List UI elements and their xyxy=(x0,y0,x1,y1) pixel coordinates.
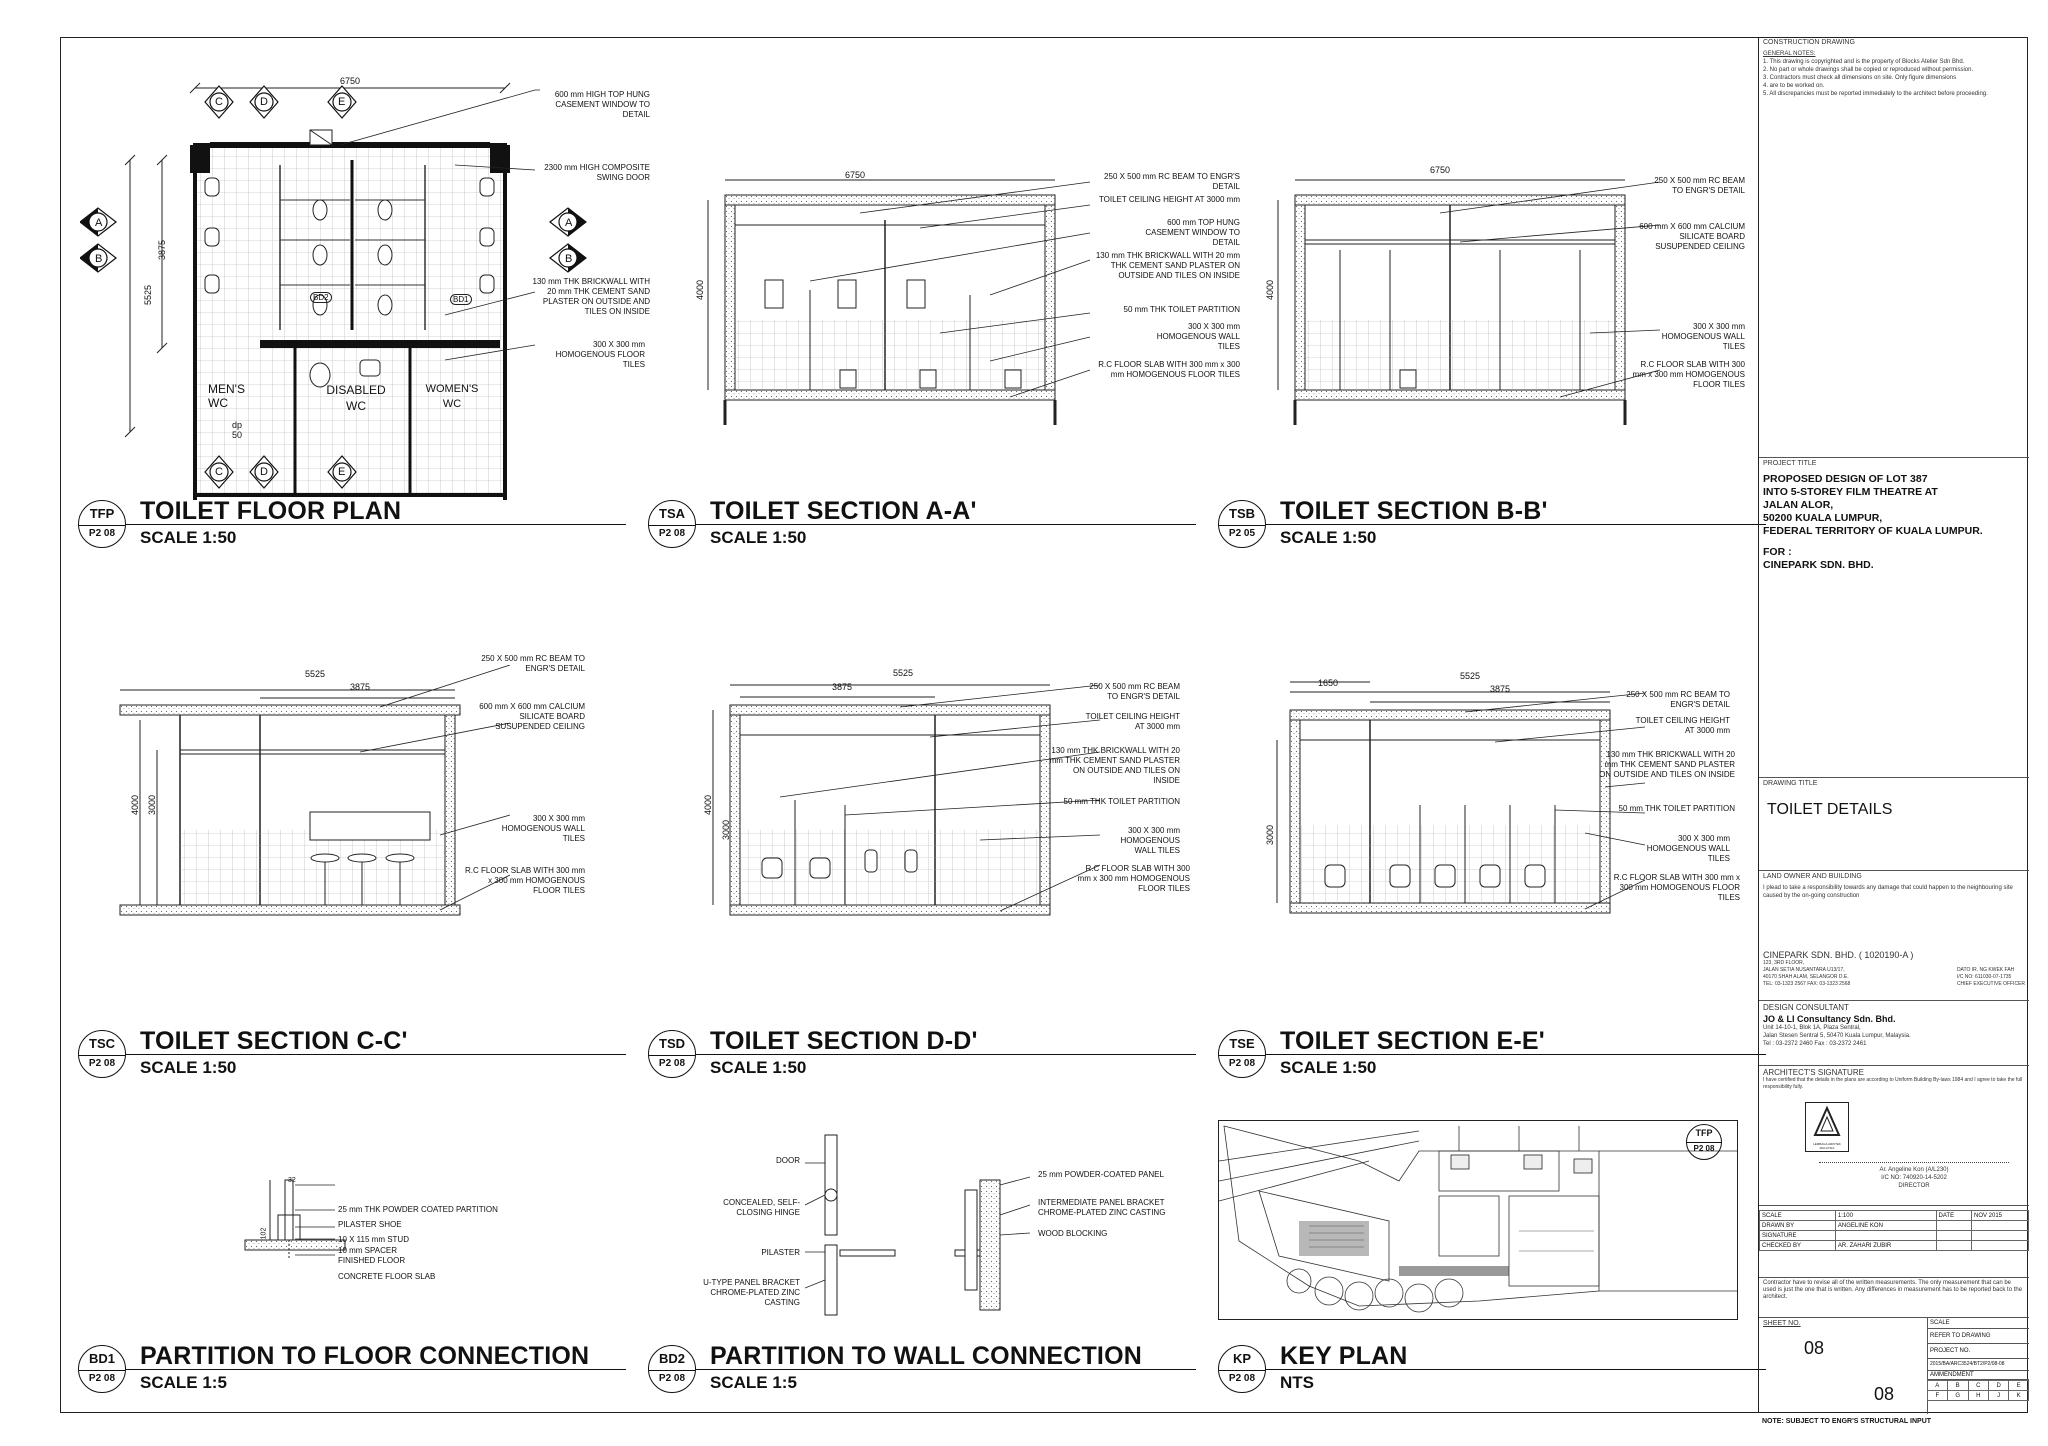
architect-line-1: Ar. Angeline Kon (A/L230) xyxy=(1879,1167,1949,1173)
section-c-height-1: 4000 xyxy=(130,794,141,816)
section-mark-b-right: B xyxy=(565,253,573,265)
view-scale-tfp: SCALE 1:50 xyxy=(140,528,237,547)
view-bubble-bd2 xyxy=(648,1345,696,1393)
consultant-addr-1: Unit 14-10-1, Blok 1A, Plaza Sentral, xyxy=(1763,1025,1861,1031)
view-code: TSE xyxy=(1229,1036,1255,1051)
view-ref: P2 08 xyxy=(1228,1058,1256,1069)
key-plan-ref-bubble xyxy=(1686,1124,1722,1160)
view-scale-tse: SCALE 1:50 xyxy=(1280,1058,1377,1077)
bd1-callout-1: 25 mm THK POWDER COATED PARTITION xyxy=(338,1205,498,1214)
contractor-note: Contractor have to revise all of the written measurements. The only measurement that can be used is just the one that is written. Any differences in measurement has to be reported back to the architect. xyxy=(1763,1280,2023,1300)
section-a-callout-3: 600 mm TOP HUNG CASEMENT WINDOW TO DETAIL xyxy=(1145,218,1240,247)
amendment-cell: D xyxy=(1989,1381,2009,1391)
section-c-callout-1: 250 X 500 mm RC BEAM TO ENGR'S DETAIL xyxy=(481,654,585,673)
view-bubble-tsd xyxy=(648,1030,696,1078)
section-c-height-2: 3000 xyxy=(147,794,158,816)
info-row xyxy=(1760,1241,2029,1251)
sheet-no-2: 08 xyxy=(1874,1384,1895,1404)
section-mark-e-bottom: E xyxy=(338,466,346,478)
view-code: TSA xyxy=(659,506,685,521)
note-1: 1. This drawing is copyrighted and is the property of Blocks Atelier Sdn Bhd. xyxy=(1763,59,1965,65)
view-scale-kp: NTS xyxy=(1280,1373,1314,1392)
section-mark-d-top: D xyxy=(260,96,268,108)
section-a-callout-2: TOILET CEILING HEIGHT AT 3000 mm xyxy=(1098,195,1240,204)
amendment-cell: C xyxy=(1968,1381,1988,1391)
amendment-cell: H xyxy=(1968,1391,1988,1401)
key-plan-drawing xyxy=(1219,1121,1738,1320)
owner-name: CINEPARK SDN. BHD. ( 1020190-A ) xyxy=(1763,950,1914,960)
section-mark-a-right: A xyxy=(565,217,573,229)
section-d-callout-3: 130 mm THK BRICKWALL WITH 20 mm THK CEMENT SAND PLASTER ON OUTSIDE AND TILES ON INSIDE xyxy=(1049,746,1180,785)
architect-seal-text: LEMBAGA ARKITEK MALAYSIA xyxy=(1813,1142,1841,1150)
view-title-tsc: TOILET SECTION C-C' xyxy=(140,1027,408,1055)
view-scale-tsc: SCALE 1:50 xyxy=(140,1058,237,1077)
section-d-callout-1: 250 X 500 mm RC BEAM TO ENGR'S DETAIL xyxy=(1089,682,1180,701)
view-code: BD2 xyxy=(658,1351,685,1366)
land-owner-text: I plead to take a responsibility towards any damage that could happen to the neighbouring site caused by the on-going construction xyxy=(1763,885,2013,899)
section-d-callout-2: TOILET CEILING HEIGHT AT 3000 mm xyxy=(1085,712,1180,731)
section-d-dim-2: 3875 xyxy=(832,682,853,692)
section-mark-a-left: A xyxy=(95,217,103,229)
view-code: TSB xyxy=(1229,506,1255,521)
for-label: FOR : xyxy=(1763,546,1792,558)
info-cell: ANGELINE KON xyxy=(1835,1221,1936,1231)
view-ref: P2 08 xyxy=(1228,1373,1256,1384)
section-c-callout-4: R.C FLOOR SLAB WITH 300 mm x 300 mm HOMOGENOUS FLOOR TILES xyxy=(464,866,585,895)
info-cell xyxy=(1835,1231,1936,1241)
section-b-height: 4000 xyxy=(1265,279,1276,301)
view-title-underline xyxy=(126,524,626,525)
key-plan-ref-sheet: P2 08 xyxy=(1693,1144,1715,1153)
view-ref: P2 08 xyxy=(88,1058,116,1069)
bd1-dim-1: 32 xyxy=(288,1177,296,1184)
section-mark-d-bottom: D xyxy=(260,466,268,478)
dim-top: 6750 xyxy=(340,76,361,86)
consultant-name: JO & LI Consultancy Sdn. Bhd. xyxy=(1763,1014,1896,1024)
section-a-callout-6: 300 X 300 mm HOMOGENOUS WALL TILES xyxy=(1156,322,1240,351)
amendment-cell: F xyxy=(1928,1391,1948,1401)
dim-left-1: 5525 xyxy=(143,284,154,306)
section-c-drawing xyxy=(100,665,520,935)
note-5: 5. All discrepancies must be reported immediately to the architect before proceeding. xyxy=(1763,91,1988,97)
section-e-dim-1: 5525 xyxy=(1460,671,1481,681)
section-a-dim: 6750 xyxy=(845,170,866,180)
architect-label: ARCHITECT'S SIGNATURE xyxy=(1763,1068,1864,1077)
bd2-left-2: CONCEALED, SELF-CLOSING HINGE xyxy=(723,1198,800,1217)
view-title-tfp: TOILET FLOOR PLAN xyxy=(140,497,402,525)
drawing-title: TOILET DETAILS xyxy=(1767,801,1893,818)
section-mark-e-top: E xyxy=(338,96,346,108)
section-c-dim-1: 5525 xyxy=(305,669,326,679)
section-c-callout-3: 300 X 300 mm HOMOGENOUS WALL TILES xyxy=(501,814,585,843)
view-title-underline xyxy=(1266,1369,1766,1370)
view-title-bd1: PARTITION TO FLOOR CONNECTION xyxy=(140,1342,590,1370)
info-cell: NOV 2015 xyxy=(1971,1211,2028,1221)
owner-right-1: DATO IR. NG KWEK FAH xyxy=(1956,967,2015,973)
section-e-callout-2: TOILET CEILING HEIGHT AT 3000 mm xyxy=(1635,716,1730,735)
section-mark-b-left: B xyxy=(95,253,103,265)
view-scale-tsd: SCALE 1:50 xyxy=(710,1058,807,1077)
callout-window: 600 mm HIGH TOP HUNG CASEMENT WINDOW TO DETAIL xyxy=(554,90,650,119)
view-scale-bd1: SCALE 1:5 xyxy=(140,1373,227,1392)
section-b-dim: 6750 xyxy=(1430,165,1451,175)
info-cell xyxy=(1936,1241,1971,1251)
amendment-grid xyxy=(1927,1380,2029,1401)
amendment-cell: B xyxy=(1947,1381,1968,1391)
info-cell xyxy=(1936,1231,1971,1241)
room-mens: MEN'S WC xyxy=(208,382,245,410)
amendment-row xyxy=(1928,1381,2029,1391)
info-cell: SIGNATURE xyxy=(1760,1231,1836,1241)
view-title-tsa: TOILET SECTION A-A' xyxy=(710,497,977,525)
info-cell: DATE xyxy=(1936,1211,1971,1221)
view-ref: P2 08 xyxy=(88,1373,116,1384)
view-bubble-tsc xyxy=(78,1030,126,1078)
bd1-callout-2: PILASTER SHOE xyxy=(338,1220,402,1229)
section-d-dim-1: 5525 xyxy=(893,668,914,678)
note-2: 2. No part or whole drawings shall be copied or reproduced without permission. xyxy=(1763,67,1974,73)
section-a-drawing xyxy=(690,165,1110,435)
owner-addr-2: JALAN SETIA NUSANTARA U13/17, xyxy=(1763,967,1845,973)
bd1-callout-3: 10 X 115 mm STUD xyxy=(338,1235,409,1244)
view-title-underline xyxy=(126,1369,626,1370)
view-ref: P2 08 xyxy=(88,528,116,539)
section-b-drawing xyxy=(1260,165,1680,435)
key-plan-box xyxy=(1218,1120,1738,1320)
view-bubble-tse xyxy=(1218,1030,1266,1078)
view-title-underline xyxy=(696,524,1196,525)
info-cell xyxy=(1971,1221,2028,1231)
project-line-3: JALAN ALOR, xyxy=(1763,499,1834,511)
section-b-callout-1: 250 X 500 mm RC BEAM TO ENGR'S DETAIL xyxy=(1654,176,1745,195)
info-cell xyxy=(1971,1231,2028,1241)
view-code: KP xyxy=(1232,1351,1252,1366)
section-e-dim-2: 1650 xyxy=(1318,678,1339,688)
amendment-cell: A xyxy=(1928,1381,1948,1391)
view-code: TFP xyxy=(89,506,115,521)
drawing-title-label: DRAWING TITLE xyxy=(1763,780,1818,787)
info-cell: CHECKED BY xyxy=(1760,1241,1836,1251)
owner-right-3: CHIEF EXECUTIVE OFFICER xyxy=(1956,981,2025,987)
bd2-left-4: U-TYPE PANEL BRACKET CHROME-PLATED ZINC CASTING xyxy=(703,1278,800,1307)
bd1-callout-5: CONCRETE FLOOR SLAB xyxy=(338,1272,436,1281)
section-c-callout-2: 600 mm X 600 mm CALCIUM SILICATE BOARD SUSUPENDED CEILING xyxy=(479,702,585,731)
section-e-callout-3: 130 mm THK BRICKWALL WITH 20 mm THK CEMENT SAND PLASTER ON OUTSIDE AND TILES ON INSIDE xyxy=(1599,750,1735,779)
view-code: BD1 xyxy=(88,1351,115,1366)
view-title-tse: TOILET SECTION E-E' xyxy=(1280,1027,1545,1055)
project-title-label: PROJECT TITLE xyxy=(1763,460,1817,467)
view-ref: P2 05 xyxy=(1228,528,1256,539)
section-c-dim-2: 3875 xyxy=(350,682,371,692)
section-b-callout-4: R.C FLOOR SLAB WITH 300 mm x 300 mm HOMOGENOUS FLOOR TILES xyxy=(1632,360,1745,389)
land-owner-label: LAND OWNER AND BUILDING xyxy=(1763,873,1862,880)
amendment-cell: E xyxy=(2009,1381,2029,1391)
bd2-right-1: 25 mm POWDER-COATED PANEL xyxy=(1038,1170,1164,1179)
view-bubble-bd1 xyxy=(78,1345,126,1393)
section-a-callout-5: 50 mm THK TOILET PARTITION xyxy=(1123,305,1240,314)
view-scale-bd2: SCALE 1:5 xyxy=(710,1373,797,1392)
section-e-callout-4: 50 mm THK TOILET PARTITION xyxy=(1618,804,1735,813)
info-row xyxy=(1760,1221,2029,1231)
info-row xyxy=(1760,1231,2029,1241)
tag-bd1: BD1 xyxy=(450,294,472,305)
view-ref: P2 08 xyxy=(658,1058,686,1069)
view-ref: P2 08 xyxy=(658,528,686,539)
section-d-callout-5: 300 X 300 mm HOMOGENOUS WALL TILES xyxy=(1120,826,1180,855)
architect-line-3: DIRECTOR xyxy=(1898,1183,1930,1189)
tag-dp50: dp 50 xyxy=(232,420,243,440)
section-e-dim-3: 3875 xyxy=(1490,684,1511,694)
section-d-height-1: 4000 xyxy=(703,794,714,816)
view-title-kp: KEY PLAN xyxy=(1280,1342,1408,1370)
room-disabled: DISABLED WC xyxy=(326,383,386,413)
owner-addr-3: 40170 SHAH ALAM, SELANGOR D.E. xyxy=(1763,974,1849,980)
amendment-row xyxy=(1928,1391,2029,1401)
tag-bd2: BD2 xyxy=(310,292,332,303)
section-d-callout-4: 50 mm THK TOILET PARTITION xyxy=(1063,797,1180,806)
view-title-bd2: PARTITION TO WALL CONNECTION xyxy=(710,1342,1142,1370)
consultant-label: DESIGN CONSULTANT xyxy=(1763,1003,1849,1012)
room-womens: WOMEN'S WC xyxy=(425,383,479,410)
section-a-callout-7: R.C FLOOR SLAB WITH 300 mm x 300 mm HOMOGENOUS FLOOR TILES xyxy=(1098,360,1240,379)
client-name: CINEPARK SDN. BHD. xyxy=(1763,559,1874,571)
amendment-label: AMMENDMENT xyxy=(1927,1371,2029,1380)
info-row xyxy=(1760,1211,2029,1221)
section-mark-c-top: C xyxy=(215,96,223,108)
view-title-underline xyxy=(1266,1054,1766,1055)
section-e-callout-5: 300 X 300 mm HOMOGENOUS WALL TILES xyxy=(1646,834,1730,863)
construction-label: CONSTRUCTION DRAWING xyxy=(1763,39,1855,46)
project-line-1: PROPOSED DESIGN OF LOT 387 xyxy=(1763,473,1928,485)
section-mark-c-bottom: C xyxy=(215,466,223,478)
bd2-left-1: DOOR xyxy=(776,1156,800,1165)
notes-heading: GENERAL NOTES: xyxy=(1763,51,1816,57)
bd2-right-2: INTERMEDIATE PANEL BRACKET CHROME-PLATED ZINC CASTING xyxy=(1038,1198,1166,1217)
view-ref: P2 08 xyxy=(658,1373,686,1384)
section-a-callout-4: 130 mm THK BRICKWALL WITH 20 mm THK CEMENT SAND PLASTER ON OUTSIDE AND TILES ON INSIDE xyxy=(1095,251,1240,280)
section-b-callout-2: 600 mm X 600 mm CALCIUM SILICATE BOARD SUSUPENDED CEILING xyxy=(1639,222,1745,251)
view-title-tsd: TOILET SECTION D-D' xyxy=(710,1027,978,1055)
section-e-height: 3000 xyxy=(1265,824,1276,846)
scale-label: SCALE xyxy=(1927,1318,2029,1329)
view-code: TSC xyxy=(89,1036,115,1051)
info-cell xyxy=(1936,1221,1971,1231)
section-e-callout-6: R.C FLOOR SLAB WITH 300 mm x 300 mm HOMOGENOUS FLOOR TILES xyxy=(1613,873,1740,902)
consultant-addr-2: Jalan Stesen Sentral 5, 50470 Kuala Lumpur, Malaysia. xyxy=(1763,1033,1911,1039)
project-line-4: 50200 KUALA LUMPUR, xyxy=(1763,512,1883,524)
consultant-addr-3: Tel : 03-2372 2460 Fax : 03-2372 2461 xyxy=(1763,1041,1867,1047)
project-line-5: FEDERAL TERRITORY OF KUALA LUMPUR. xyxy=(1763,525,1983,537)
sheet-no: 08 xyxy=(1804,1338,1825,1358)
view-scale-tsb: SCALE 1:50 xyxy=(1280,528,1377,547)
amendment-cell: G xyxy=(1947,1391,1968,1401)
project-line-2: INTO 5-STOREY FILM THEATRE AT xyxy=(1763,486,1938,498)
view-title-underline xyxy=(126,1054,626,1055)
view-title-underline xyxy=(696,1054,1196,1055)
info-cell: 1:100 xyxy=(1835,1211,1936,1221)
drawing-info-table xyxy=(1759,1210,2029,1251)
bd2-left-3: PILASTER xyxy=(761,1248,800,1257)
project-no: 2015/BA/ARC3524/BT2/P2/08-08 xyxy=(1927,1359,2029,1371)
view-bubble-tsa xyxy=(648,500,696,548)
view-bubble-kp xyxy=(1218,1345,1266,1393)
dim-left-2: 3875 xyxy=(157,239,168,261)
view-bubble-tfp xyxy=(78,500,126,548)
bd1-callout-4: 10 mm SPACER FINISHED FLOOR xyxy=(338,1246,406,1265)
bd2-drawing xyxy=(805,1130,1035,1320)
bd2-right-3: WOOD BLOCKING xyxy=(1038,1229,1108,1238)
info-cell: AR. ZAHARI ZUBIR xyxy=(1835,1241,1936,1251)
callout-door: 2300 mm HIGH COMPOSITE SWING DOOR xyxy=(544,163,650,182)
section-a-callout-1: 250 X 500 mm RC BEAM TO ENGR'S DETAIL xyxy=(1104,172,1240,191)
bd1-dim-2: 102 xyxy=(260,1227,268,1240)
owner-addr-1: 123, 3RD FLOOR, xyxy=(1763,960,1805,966)
info-cell: SCALE xyxy=(1760,1211,1836,1221)
sheet-no-label: SHEET NO. xyxy=(1763,1320,1801,1327)
view-title-tsb: TOILET SECTION B-B' xyxy=(1280,497,1548,525)
view-bubble-tsb xyxy=(1218,500,1266,548)
amendment-cell: K xyxy=(2009,1391,2029,1401)
info-cell: DRAWN BY xyxy=(1760,1221,1836,1231)
note-4: 4. are to be worked on. xyxy=(1763,83,1825,89)
architect-text: I have certified that the details in the plans are according to Uniform Building By-laws 1984 and I agree to take the full responsibility fully. xyxy=(1763,1077,2023,1090)
section-a-height: 4000 xyxy=(695,279,706,301)
info-cell xyxy=(1971,1241,2028,1251)
view-title-underline xyxy=(696,1369,1196,1370)
title-block xyxy=(1758,37,2028,1413)
section-e-callout-1: 250 X 500 mm RC BEAM TO ENGR'S DETAIL xyxy=(1626,690,1730,709)
section-d-height-2: 3000 xyxy=(721,819,732,841)
footer-note: NOTE: SUBJECT TO ENGR'S STRUCTURAL INPUT xyxy=(1762,1418,1932,1425)
amendment-cell: J xyxy=(1989,1391,2009,1401)
callout-floor-tiles: 300 X 300 mm HOMOGENOUS FLOOR TILES xyxy=(555,340,645,369)
refer-label: REFER TO DRAWING xyxy=(1927,1329,2029,1344)
view-code: TSD xyxy=(659,1036,685,1051)
owner-right-2: I/C NO: 611030-07-1735 xyxy=(1956,974,2012,980)
view-title-underline xyxy=(1266,524,1766,525)
key-plan-ref-code: TFP xyxy=(1695,1128,1713,1138)
owner-addr-4: TEL: 03-1323 2567 FAX: 03-1323 2568 xyxy=(1763,981,1851,987)
note-3: 3. Contractors must check all dimensions on site. Only figure dimensions xyxy=(1763,75,1957,81)
project-no-label: PROJECT NO. xyxy=(1927,1344,2029,1359)
section-b-callout-3: 300 X 300 mm HOMOGENOUS WALL TILES xyxy=(1661,322,1745,351)
architect-seal xyxy=(1805,1102,1849,1152)
architect-line-2: I/C NO: 740920-14-5202 xyxy=(1881,1175,1947,1181)
callout-brickwall: 130 mm THK BRICKWALL WITH 20 mm THK CEMENT SAND PLASTER ON OUTSIDE AND TILES ON INSIDE xyxy=(532,277,650,316)
view-scale-tsa: SCALE 1:50 xyxy=(710,528,807,547)
section-d-callout-6: R.C FLOOR SLAB WITH 300 mm x 300 mm HOMOGENOUS FLOOR TILES xyxy=(1077,864,1190,893)
